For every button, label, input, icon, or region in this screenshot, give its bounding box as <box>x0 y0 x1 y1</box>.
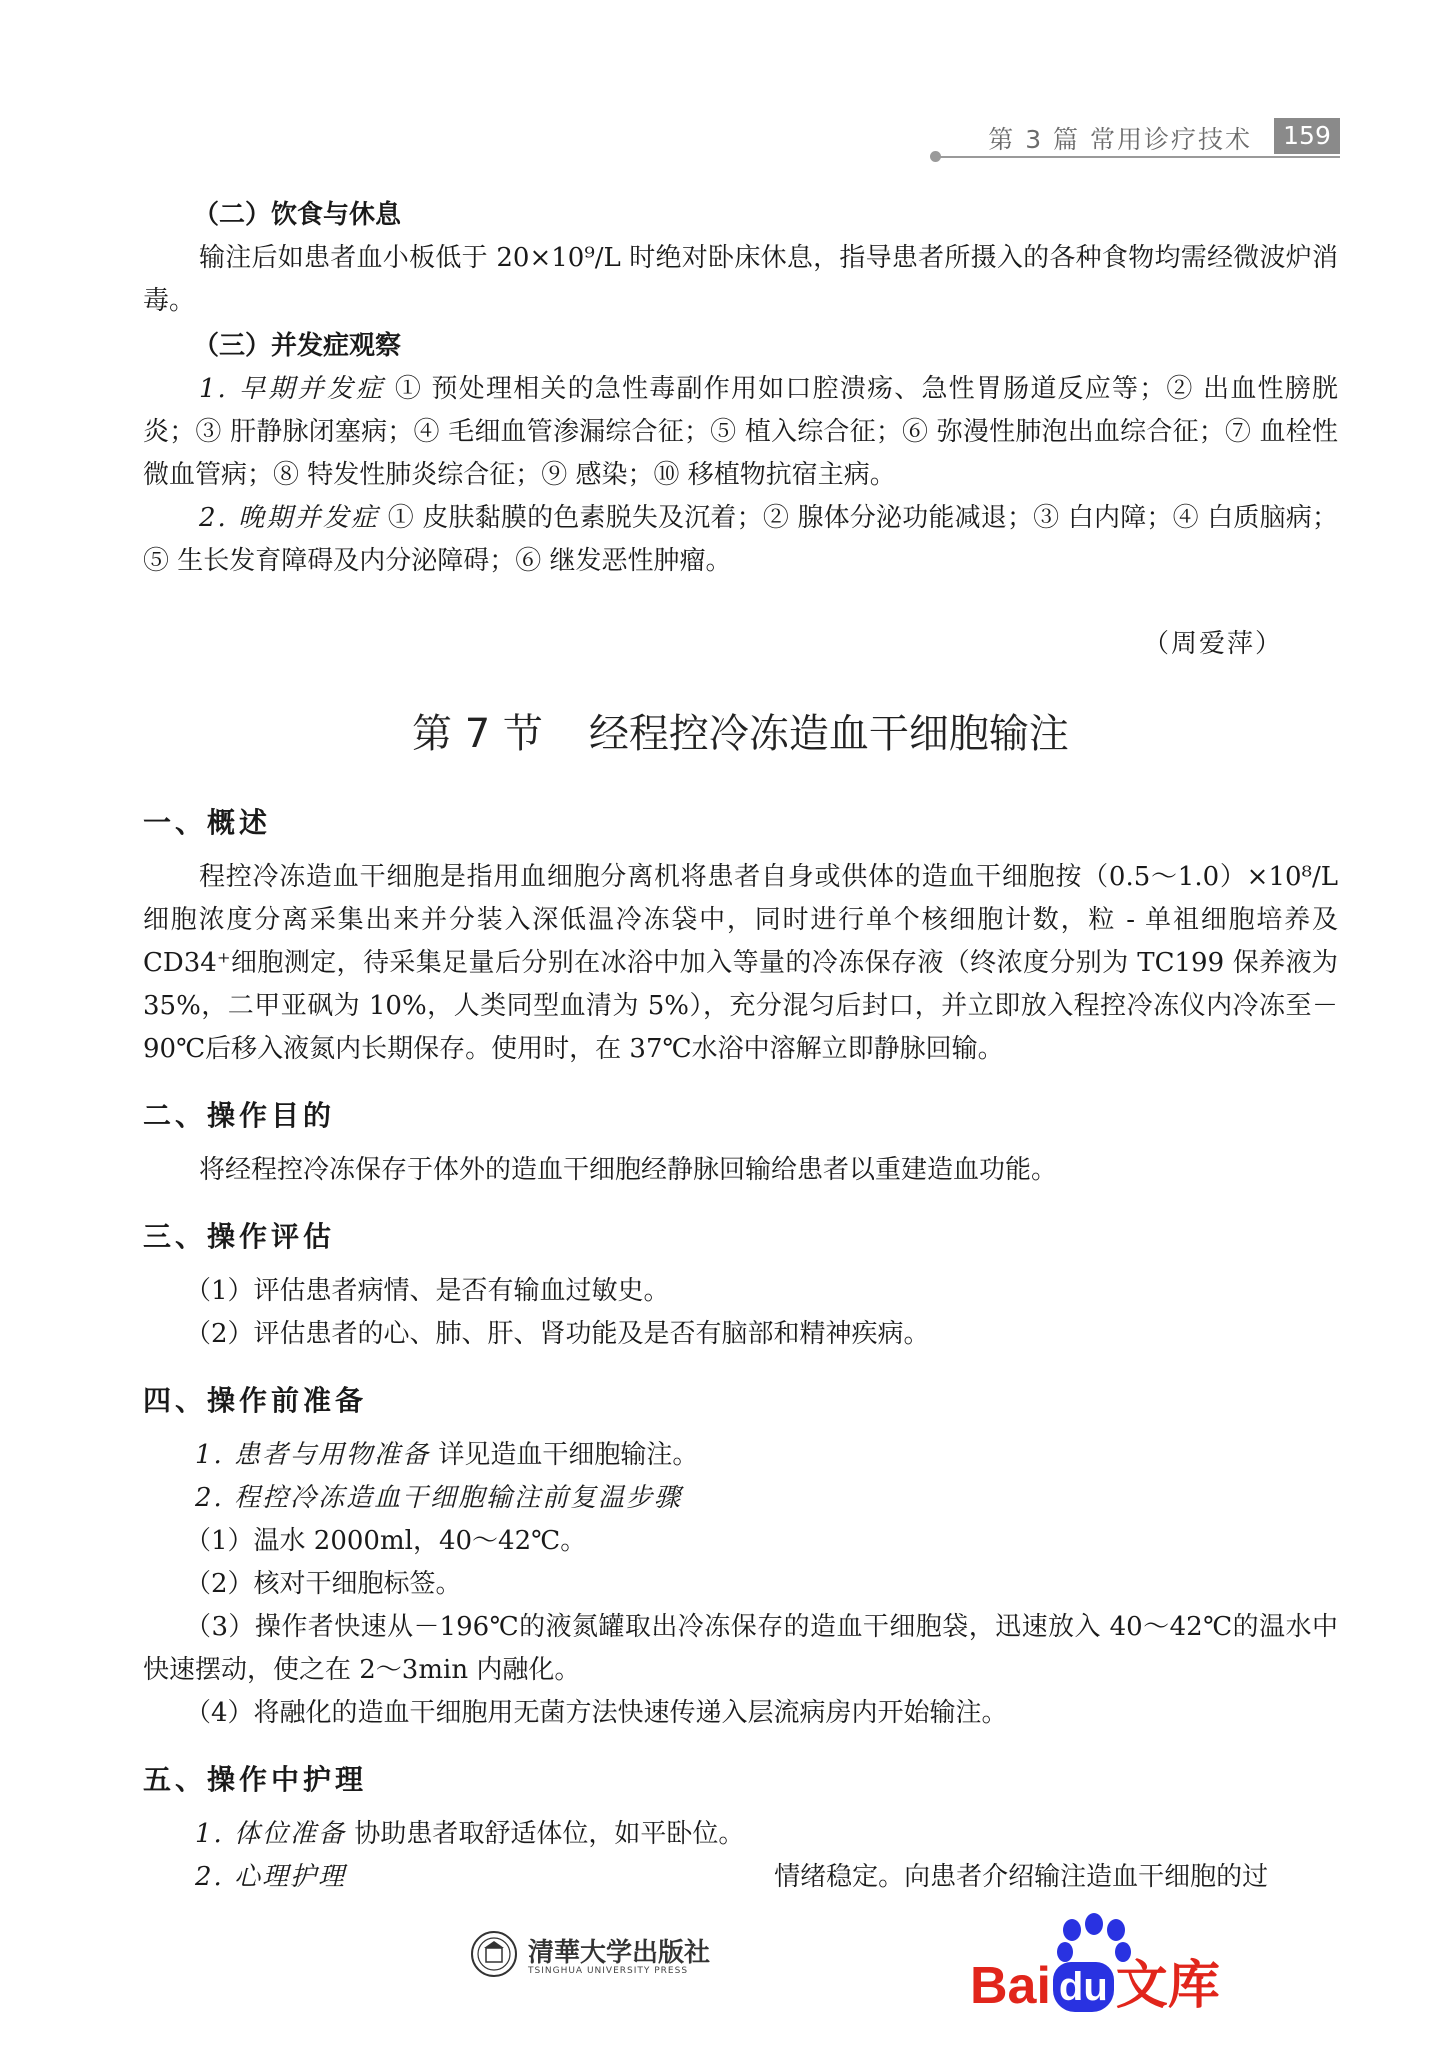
subheading-diet-rest: （二）饮食与休息 <box>193 200 402 230</box>
watermark-text <box>970 1956 1220 2016</box>
label-care-2: 2. 心理护理 <box>195 1862 347 1892</box>
prep-step-2: （2）核对干细胞标签。 <box>185 1569 462 1599</box>
prep-item-2: 2. 程控冷冻造血干细胞输注前复温步骤 <box>195 1483 683 1513</box>
page-body <box>143 192 1338 1899</box>
text-care-1: 协助患者取舒适体位，如平卧位。 <box>354 1819 745 1849</box>
university-seal-icon <box>470 1930 518 1978</box>
label-early: 1. 早期并发症 <box>199 374 386 404</box>
care-item-2 <box>143 1856 1338 1899</box>
running-header <box>930 118 1340 156</box>
heading-assessment: 三、操作评估 <box>143 1220 336 1253</box>
prep-step-3: （3）操作者快速从－196℃的液氮罐取出冷冻保存的造血干细胞袋，迅速放入 40～42℃的温水中快速摆动，使之在 2～3min 内融化。 <box>143 1612 1338 1685</box>
label-late: 2. 晚期并发症 <box>199 503 380 533</box>
section-number: 第 7 节 <box>412 711 543 757</box>
header-rule <box>938 156 1340 158</box>
prep-step-4: （4）将融化的造血干细胞用无菌方法快速传递入层流病房内开始输注。 <box>185 1698 1008 1728</box>
baidu-wenku-watermark <box>970 1908 1230 2028</box>
list-item: （1）评估患者病情、是否有输血过敏史。 <box>185 1276 670 1306</box>
list-item: （2）评估患者的心、肺、肝、肾功能及是否有脑部和精神疾病。 <box>185 1319 930 1349</box>
text-late: ① 皮肤黏膜的色素脱失及沉着；② 腺体分泌功能减退；③ 白内障；④ 白质脑病；⑤ 生长发育障碍及内分泌障碍；⑥ 继发恶性肿瘤。 <box>143 503 1339 576</box>
paragraph-early-complications <box>143 368 1338 497</box>
prep-item-1 <box>143 1434 1338 1477</box>
label-care-1: 1. 体位准备 <box>195 1819 347 1849</box>
paragraph-purpose: 将经程控冷冻保存于体外的造血干细胞经静脉回输给患者以重建造血功能。 <box>199 1155 1058 1185</box>
label-prep-1: 1. 患者与用物准备 <box>195 1440 431 1470</box>
subheading-complications: （三）并发症观察 <box>193 331 402 361</box>
heading-care: 五、操作中护理 <box>143 1763 368 1796</box>
header-chapter: 第 3 篇 常用诊疗技术 <box>988 125 1252 154</box>
section-title <box>143 704 1338 764</box>
text-prep-1: 详见造血干细胞输注。 <box>438 1440 699 1470</box>
prep-step-1: （1）温水 2000ml，40～42℃。 <box>185 1526 587 1556</box>
heading-purpose: 二、操作目的 <box>143 1099 336 1132</box>
paragraph-diet: 输注后如患者血小板低于 20×10⁹/L 时绝对卧床休息，指导患者所摄入的各种食物均需经微波炉消毒。 <box>143 243 1338 316</box>
page-number: 159 <box>1274 118 1340 154</box>
paragraph-overview: 程控冷冻造血干细胞是指用血细胞分离机将患者自身或供体的造血干细胞按（0.5～1.0）×10⁸/L 细胞浓度分离采集出来并分装入深低温冷冻袋中，同时进行单个核细胞计数，粒 - 单祖细胞培养及 CD34⁺细胞测定，待采集足量后分别在冰浴中加入等量的冷冻保存液（终浓度分别为 TC199 保养液为 35%，二甲亚砜为 10%，人类同型血清为 5%），充分混匀后封口，并立即放入程控冷冻仪内冷冻至－90℃后移入液氮内长期保存。使用时，在 37℃水浴中溶解立即静脉回输。 <box>143 862 1338 1064</box>
heading-overview: 一、概述 <box>143 806 272 839</box>
watermark-du: du <box>1053 1962 1114 2012</box>
publisher-logo <box>470 1930 730 1990</box>
publisher-name-en: TSINGHUA UNIVERSITY PRESS <box>528 1966 689 1976</box>
heading-preparation: 四、操作前准备 <box>143 1384 368 1417</box>
text-early: ① 预处理相关的急性毒副作用如口腔溃疡、急性胃肠道反应等；② 出血性膀胱炎；③ 肝静脉闭塞病；④ 毛细血管渗漏综合征；⑤ 植入综合征；⑥ 弥漫性肺泡出血综合征；⑦ 血栓性微血管病；⑧ 特发性肺炎综合征；⑨ 感染；⑩ 移植物抗宿主病。 <box>143 374 1338 490</box>
text-care-2: 情绪稳定。向患者介绍输注造血干细胞的过 <box>774 1862 1269 1892</box>
publisher-name: 清華大学出版社 <box>528 1938 711 1968</box>
section-name: 经程控冷冻造血干细胞输注 <box>588 711 1069 757</box>
watermark-bai: Bai <box>970 1957 1051 2015</box>
author: （周爱萍） <box>1142 629 1283 659</box>
watermark-wenku: 文库 <box>1115 1957 1220 2015</box>
care-item-1 <box>143 1813 1338 1856</box>
paragraph-late-complications <box>143 497 1338 583</box>
